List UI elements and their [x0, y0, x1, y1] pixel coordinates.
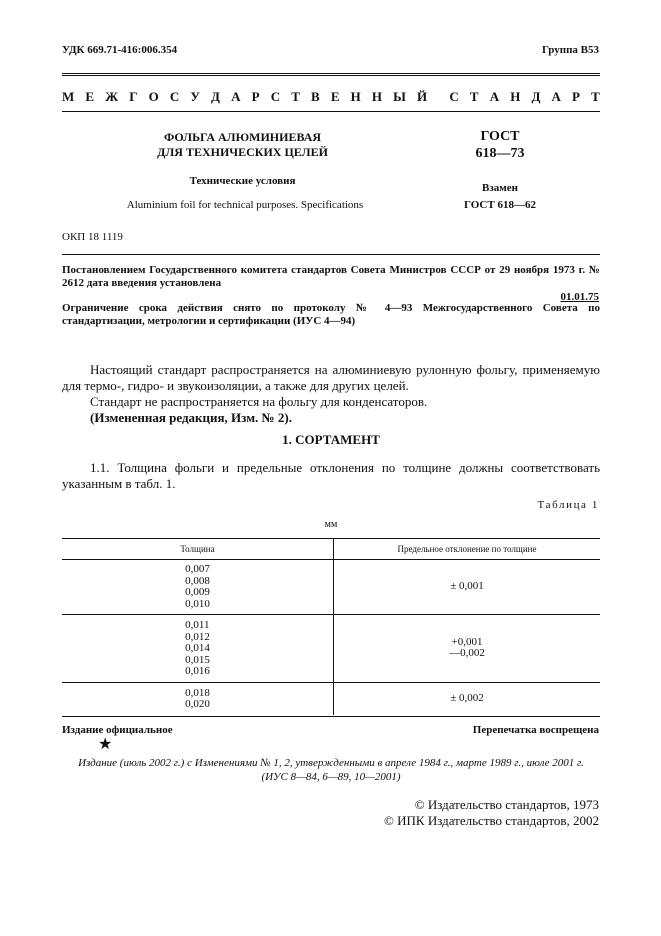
replaces-block: [430, 180, 570, 214]
column-header-thickness: Толщина: [62, 539, 334, 560]
section-title: 1. СОРТАМЕНТ: [282, 432, 380, 447]
deviation-value: ± 0,001: [450, 580, 484, 593]
column-header-deviation: Предельное отклонение по толщине: [334, 539, 601, 560]
table-caption: Таблица 1: [537, 499, 599, 511]
okp-code: ОКП 18 1119: [62, 231, 123, 243]
top-rule: [62, 73, 600, 74]
amendment-note: (Измененная редакция, Изм. № 2).: [90, 410, 292, 425]
deviation-cell: [334, 682, 601, 715]
heading-letter: О: [148, 89, 159, 104]
heading-letter: Р: [251, 89, 260, 104]
interstate-standard-heading: [62, 89, 600, 105]
thickness-cell: [62, 615, 334, 683]
heading-letter: Ж: [105, 89, 119, 104]
document-title: [110, 130, 375, 160]
thickness-cell: [62, 682, 334, 715]
heading-letter: Т: [469, 89, 479, 104]
thickness-cell: [62, 560, 334, 615]
deviation-cell: [334, 560, 601, 615]
thickness-value: 0,016: [185, 665, 210, 677]
heading-letter: Т: [291, 89, 300, 104]
edition-line-1: Издание (июль 2002 г.) с Изменениями № 1, 2, утвержденными в апреле 1984 г., марте 1989 г., июле 2001 г.: [78, 757, 584, 769]
heading-letter: Н: [371, 89, 382, 104]
table-row: [62, 560, 600, 615]
heading-letter: Т: [591, 89, 600, 104]
heading-letter: Е: [330, 89, 340, 104]
footer-rule: [62, 716, 600, 717]
gost-label: ГОСТ: [480, 129, 520, 144]
english-title: Aluminium foil for technical purposes. Specifications: [126, 199, 364, 211]
table-unit: мм: [324, 519, 338, 530]
deviation-value: ± 0,002: [450, 691, 484, 704]
intro-paragraph-2: Стандарт не распространяется на фольгу для конденсаторов.: [90, 394, 428, 409]
decree-text: Постановлением Государственного комитета стандартов Совета Министров СССР от 29 ноября 1973 г. № 2612 дата введения установлена: [62, 264, 600, 289]
heading-letter: А: [489, 89, 500, 104]
thickness-value: 0,015: [185, 653, 210, 666]
okp-rule: [62, 254, 600, 255]
heading-letter: Д: [531, 89, 541, 104]
table-row: [62, 615, 600, 683]
replace-number: ГОСТ 618—62: [464, 199, 536, 211]
official-edition: Издание официальное: [62, 724, 173, 736]
heading-letter: С: [270, 89, 281, 104]
top-rule-double: [62, 75, 600, 76]
clause-1-1: 1.1. Толщина фольги и предельные отклонения по толщине должны соответствовать указанным в табл. 1.: [62, 460, 600, 491]
deviation-value: +0,001: [451, 635, 483, 648]
heading-letter: Р: [572, 89, 580, 104]
title-line-1: ФОЛЬГА АЛЮМИНИЕВАЯ: [163, 130, 322, 144]
group-code: Группа В53: [541, 44, 599, 56]
heading-letter: Д: [211, 89, 220, 104]
document-subtitle: Технические условия: [189, 175, 296, 187]
heading-letter: Н: [510, 89, 521, 104]
heading-letter: Ы: [393, 89, 406, 104]
heading-letter: Г: [129, 89, 138, 104]
heading-letter: Й: [417, 89, 428, 104]
deviation-value: —0,002: [449, 647, 485, 660]
heading-letter: В: [311, 89, 320, 104]
heading-letter: Н: [350, 89, 361, 104]
heading-letter: А: [551, 89, 561, 104]
star-icon: ★: [98, 736, 113, 753]
deviation-cell: [334, 615, 601, 683]
copyright-1: © Издательство стандартов, 1973: [414, 797, 599, 812]
heading-letter: У: [190, 89, 200, 104]
heading-letter: С: [169, 89, 180, 104]
udc-code: УДК 669.71-416:006.354: [62, 44, 178, 56]
gost-designation: [440, 128, 560, 162]
thickness-value: 0,014: [185, 642, 210, 654]
thickness-value: 0,012: [185, 630, 210, 643]
table-row: [62, 682, 600, 715]
thickness-table: [62, 538, 600, 715]
thickness-value: 0,011: [185, 619, 210, 631]
heading-rule: [62, 111, 600, 112]
thickness-value: 0,007: [185, 563, 210, 575]
copyright-2: © ИПК Издательство стандартов, 2002: [384, 813, 599, 828]
heading-letter: А: [231, 89, 241, 104]
edition-note: [62, 756, 600, 784]
thickness-value: 0,018: [185, 686, 210, 699]
intro-paragraph-1: Настоящий стандарт распространяется на алюминиевую рулонную фольгу, применяемую для термо-, гидро- и звукоизоляции, а также для других целей.: [62, 362, 600, 393]
heading-letter: Е: [85, 89, 95, 104]
thickness-value: 0,010: [185, 597, 210, 610]
title-line-2: ДЛЯ ТЕХНИЧЕСКИХ ЦЕЛЕЙ: [157, 145, 328, 159]
edition-line-2: (ИУС 8—84, 6—89, 10—2001): [261, 771, 401, 783]
heading-letter: М: [62, 89, 75, 104]
thickness-value: 0,008: [185, 574, 210, 587]
reprint-prohibited: Перепечатка воспрещена: [472, 724, 599, 736]
limitation-text: Ограничение срока действия снято по протоколу № 4—93 Межгосударственного Совета по стандартизации, метрологии и сертификации (ИУС 4—94): [62, 302, 600, 327]
gost-number: 618—73: [475, 146, 525, 161]
thickness-value: 0,009: [185, 586, 210, 598]
heading-letter: С: [449, 89, 459, 104]
replace-label: Взамен: [482, 182, 518, 194]
thickness-value: 0,020: [185, 698, 210, 710]
introduction-date: 01.01.75: [560, 291, 599, 303]
